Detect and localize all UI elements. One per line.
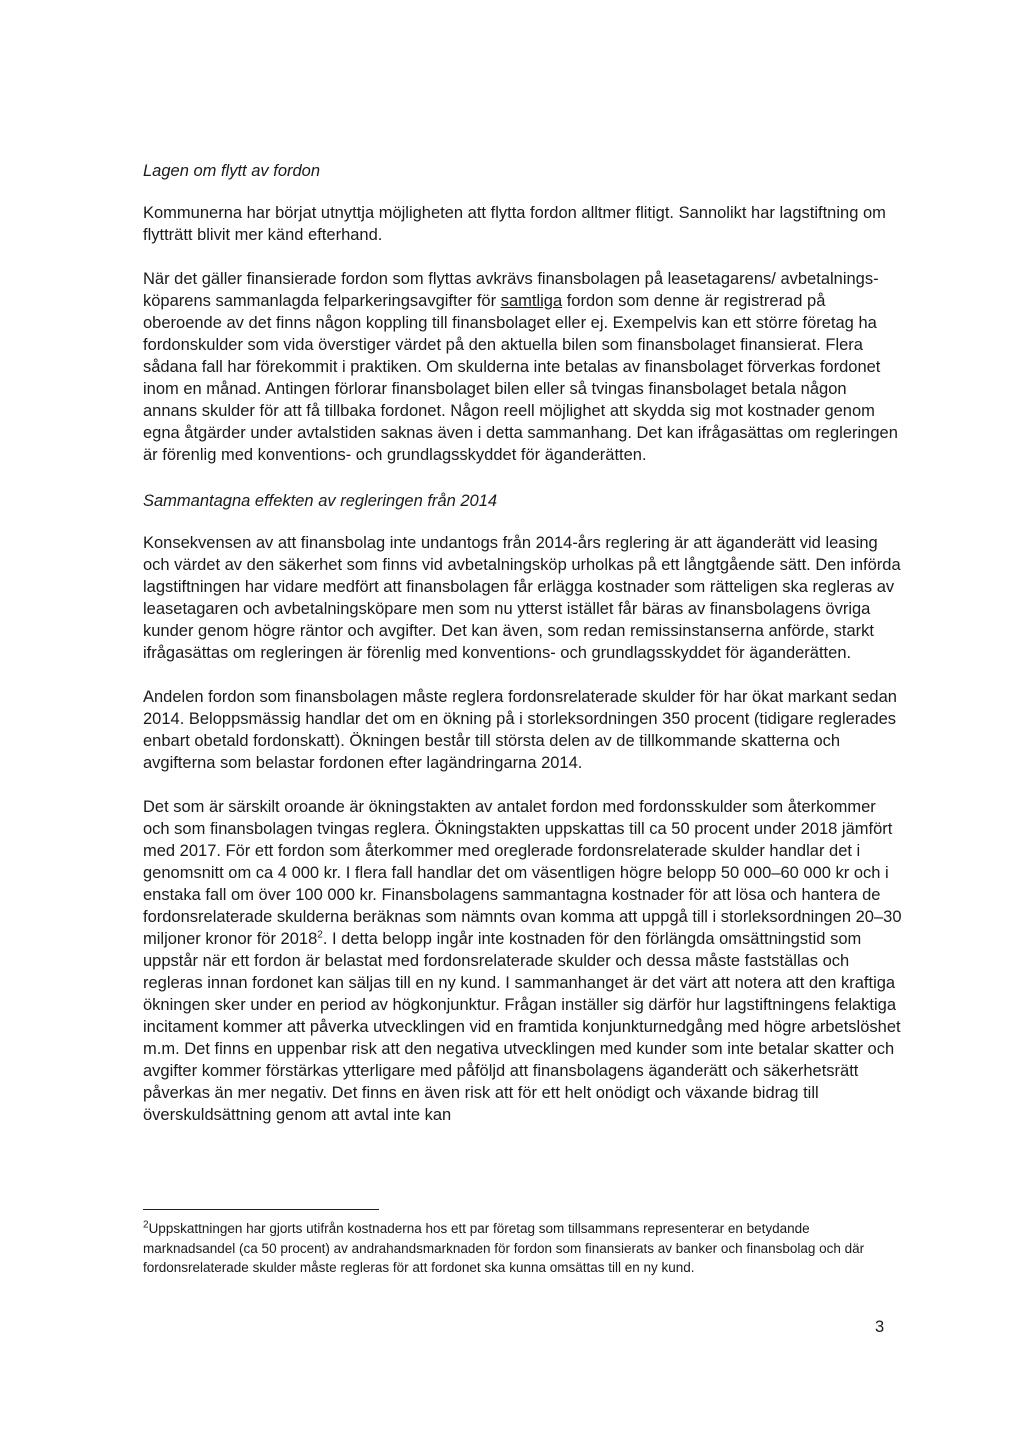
paragraph-oroande xyxy=(143,796,903,1126)
section-heading-sammantagna: Sammantagna effekten av regleringen från 2014 xyxy=(143,492,498,510)
section-heading-flytt: Lagen om flytt av fordon xyxy=(143,162,321,180)
paragraph-andelen: Andelen fordon som finansbolagen måste reglera fordonsrelaterade skulder för har ökat markant sedan 2014. Beloppsmässig handlar det om en ökning på i storleksordningen 350 procent (tidigare reglerades enbart obetald fordonskatt). Ökningen består till största delen av de tillkommande skatterna och avgifterna som belastar fordonen efter lagändringarna 2014. xyxy=(143,688,897,772)
page-number: 3 xyxy=(875,1318,885,1336)
underlined-word: samtliga xyxy=(500,292,563,310)
document-body xyxy=(143,160,903,1126)
footnote-marker: 2 xyxy=(143,1219,149,1231)
footnote-text: Uppskattningen har gjorts utifrån kostnaderna hos ett par företag som tillsammans representerar en betydande marknadsandel (ca 50 procent) av andrahandsmarknaden för fordon som finansierats av banker och finansbolag och där fordonsrelaterade skulder måste regleras för att fordonet ska kunna omsättas till en ny kund. xyxy=(143,1221,865,1275)
paragraph-text-part: Det som är särskilt oroande är ökningstakten av antalet fordon med fordonsskulder som återkommer och som finansbolagen tvingas reglera. Ökningstakten uppskattas till ca 50 procent under 2018 jämfört med 2017. För ett fordon som återkommer med oreglerade fordonsrelaterade skulder handlar det i genomsnitt om ca 4 000 kr. I flera fall handlar det om väsentligen högre belopp 50 000–60 000 kr och i enstaka fall om över 100 000 kr. Finansbolagens sammantagna kostnader för att lösa och hantera de fordonsrelaterade skulderna beräknas som nämnts ovan komma att uppgå till i storleksordningen 20–30 miljoner kronor för 2018 xyxy=(143,798,902,948)
paragraph-text-part: . I detta belopp ingår inte kostnaden för den förlängda omsättningstid som uppstår när ett fordon är belastat med fordonsrelaterade skulder och dessa måste fastställas och regleras innan fordonet kan säljas till en ny kund. I sammanhanget är det värt att notera att den kraftiga ökningen sker under en period av högkonjunktur. Frågan inställer sig därför hur lagstiftningens felaktiga incitament kommer att påverka utvecklingen vid en framtida konjunkturnedgång med högre arbetslöshet m.m. Det finns en uppenbar risk att den negativa utvecklingen med kunder som inte betalar skatter och avgifter kommer förstärkas ytterligare med påföljd att finansbolagens äganderätt och säkerhetsrätt påverkas än mer negativ. Det finns en även risk att för ett helt onödigt och växande bidrag till överskuldsättning genom att avtal inte kan xyxy=(143,930,901,1124)
footnote-separator xyxy=(143,1209,379,1210)
footnote xyxy=(143,1219,903,1278)
paragraph-flytt-finansierade xyxy=(143,268,903,466)
paragraph-flytt-intro: Kommunerna har börjat utnyttja möjligheten att flytta fordon alltmer flitigt. Sannolikt har lagstiftning om flytträtt blivit mer känd efterhand. xyxy=(143,204,886,244)
paragraph-text-part: fordon som denne är registrerad på oberoende av det finns någon koppling till finansbolaget eller ej. Exempelvis kan ett större företag ha fordonskulder som vida överstiger värdet på den aktuella bilen som finansbolaget finansierat. Flera sådana fall har förekommit i praktiken. Om skulderna inte betalas av finansbolaget förverkas fordonet inom en månad. Antingen förlorar finansbolaget bilen eller så tvingas finansbolaget betala någon annans skulder för att få tillbaka fordonet. Någon reell möjlighet att skydda sig mot kostnader genom egna åtgärder under avtalstiden saknas även i detta sammanhang. Det kan ifrågasättas om regleringen är förenlig med konventions- och grundlagsskyddet för äganderätten. xyxy=(143,292,898,464)
footnote-reference[interactable]: 2 xyxy=(317,929,323,941)
paragraph-konsekvensen: Konsekvensen av att finansbolag inte undantogs från 2014-års reglering är att äganderätt vid leasing och värdet av den säkerhet som finns vid avbetalningsköp urholkas på ett långtgående sätt. Den införda lagstiftningen har vidare medfört att finansbolagen får erlägga kostnader som rätteligen ska regleras av leasetagaren och avbetalningsköpare men som nu ytterst istället får bäras av finansbolagens övriga kunder genom högre räntor och avgifter. Det kan även, som redan remissinstanserna anförde, starkt ifrågasättas om regleringen är förenlig med konventions- och grundlagsskyddet för äganderätten. xyxy=(143,534,901,662)
paragraph-text-part: När det gäller finansierade fordon som flyttas avkrävs finansbolagen på leasetagarens/ avbetalnings-köparens sammanlagda felparkeringsavgifter för xyxy=(143,270,879,310)
